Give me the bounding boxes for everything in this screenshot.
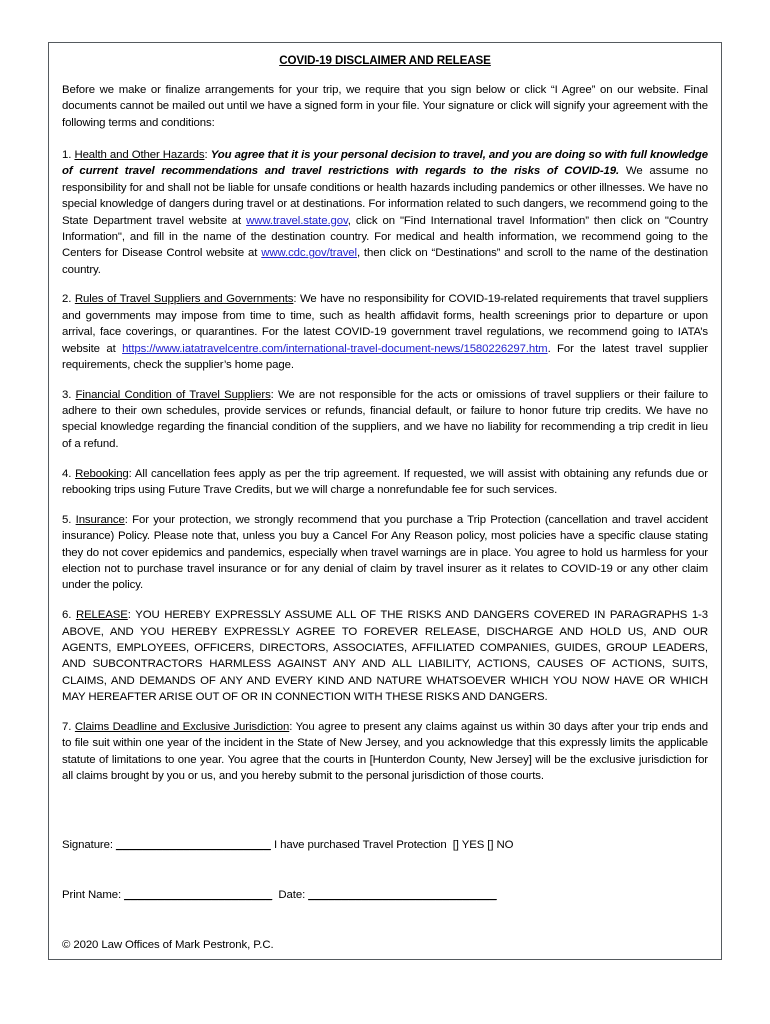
print-name-label: Print Name:	[62, 889, 125, 902]
section-7	[62, 719, 708, 784]
section-1-emphasis: You agree that it is your personal decision to travel, and you are doing so with full knowledge of current travel recommendations and travel restrictions with regards to the risks of COVID-19.	[62, 149, 708, 178]
section-1-text-a: We assume no responsibility for and shall not be liable for unsafe conditions or health hazards including pandemics or other illnesses. We have no special knowledge of dangers during travel or at destinations. For information related to such dangers, we recommend going to the State Department travel website at	[62, 165, 708, 227]
section-1-heading: Health and Other Hazards	[74, 149, 205, 162]
section-1-text-b: , click on "Find International travel Information” then click on "Country Information", and fill in the name of the destination country. For medical and health information, we recommend going to the Centers for Disease Control website at	[62, 214, 708, 260]
print-name-input-rule[interactable]: ______________________	[124, 889, 273, 902]
travel-protection-checkbox-text[interactable]: I have purchased Travel Protection [] YES [] NO	[270, 838, 514, 851]
signature-label: Signature:	[62, 838, 116, 851]
link-iata-travel-centre[interactable]: https://www.iatatravelcentre.com/international-travel-document-news/1580226297.htm	[122, 342, 548, 355]
section-2-number: 2.	[62, 293, 72, 306]
link-travel-state-gov[interactable]: www.travel.state.gov	[246, 214, 348, 227]
section-5-heading: Insurance	[75, 513, 125, 526]
signature-input-rule[interactable]: _______________________	[116, 838, 271, 851]
section-4-number: 4.	[62, 467, 72, 480]
link-cdc-gov-travel[interactable]: www.cdc.gov/travel	[261, 247, 357, 260]
intro-paragraph: Before we make or finalize arrangements for your trip, we require that you sign below or click “I Agree” on our website. Final documents cannot be mailed out until we have a signed form in your file. Your signature or click will signify your agreement with the following terms and conditions:	[62, 84, 708, 129]
section-6-text: : YOU HEREBY EXPRESSLY ASSUME ALL OF THE RISKS AND DANGERS COVERED IN PARAGRAPHS 1-3 ABOVE, AND YOU HEREBY EXPRESSLY AGREE TO FOREVER RELEASE, DISCHARGE AND HOLD US, AND OUR AGENTS, EMPLOYEES, OFFICERS, DIRECTORS, ASSOCIATES, AFFILIATED COMPANIES, GUIDES, GROUP LEADERS, AND SUBCONTRACTORS HARMLESS AGAINST ANY AND ALL LIABILITY, ACTIONS, CAUSES OF ACTIONS, SUITS, CLAIMS, AND DEMANDS OF ANY AND EVERY KIND AND NATURE WHATSOEVER WHICH YOU NOW HAVE OR WHICH MAY HEREAFTER ARISE OUT OF OR IN CONNECTION WITH THESE RISKS AND DANGERS.	[62, 609, 708, 703]
section-2-heading: Rules of Travel Suppliers and Governments	[74, 293, 294, 306]
document-body	[62, 82, 708, 988]
section-4-heading: Rebooking	[75, 467, 129, 480]
section-1-text-c: , then click on “Destinations” and scroll to the name of the destination country.	[62, 247, 708, 276]
signature-row	[62, 837, 708, 854]
copyright-line: © 2020 Law Offices of Mark Pestronk, P.C.	[62, 939, 274, 952]
section-7-number: 7.	[62, 720, 72, 733]
section-2	[62, 291, 708, 373]
section-3-number: 3.	[62, 388, 72, 401]
section-2-text-b: . For the latest travel supplier requirements, check the supplier’s home page.	[62, 342, 708, 371]
section-6	[62, 607, 708, 705]
section-5-text: : For your protection, we strongly recommend that you purchase a Trip Protection (cancellation and travel accident insurance) Policy. Please note that, unless you buy a Cancel For Any Reason policy, most policies have a specific clause stating they do not cover epidemics and pandemics, especially when travel warnings are in place. You agree to hold us harmless for your election not to purchase travel insurance or for any denial of claim by travel insurer as it relates to COVID-19 or any other claim under the policy.	[62, 513, 708, 592]
section-6-number: 6.	[62, 609, 72, 622]
section-4	[62, 466, 708, 499]
section-2-text-a: : We have no responsibility for COVID-19-related requirements that travel suppliers and governments may impose from time to time, such as health affidavit forms, health screenings prior to departure or upon arrival, face coverings, or quarantines. For the latest COVID-19 government travel regulations, we recommend going to IATA’s website at	[62, 293, 708, 355]
document-title	[62, 54, 708, 67]
section-7-text: : You agree to present any claims against us within 30 days after your trip ends and to file suit within one year of the incident in the State of New Jersey, and you acknowledge that this expressly limits the applicable statute of limitations to one year. You agree that the courts in [Hunterdon County, New Jersey] will be the exclusive jurisdiction for all claims brought by you or us, and you hereby submit to the personal jurisdiction of those courts.	[62, 720, 708, 782]
section-3-text: : We are not responsible for the acts or omissions of travel suppliers or their failure to adhere to their own schedules, provide services or refunds, financial default, or failure to honor future trip credits. We have no special knowledge regarding the financial condition of the suppliers, and we have no liability for recommending a trip credit in lieu of a refund.	[62, 388, 708, 450]
date-label: Date:	[272, 889, 309, 902]
section-3-heading: Financial Condition of Travel Suppliers	[75, 388, 271, 401]
signature-block	[62, 803, 708, 987]
section-6-heading: RELEASE	[75, 609, 128, 622]
print-name-row	[62, 887, 708, 904]
section-7-heading: Claims Deadline and Exclusive Jurisdiction	[74, 720, 290, 733]
date-input-rule[interactable]: ____________________________	[308, 889, 497, 902]
document-frame	[48, 42, 722, 960]
section-1-number: 1.	[62, 149, 72, 162]
section-5-number: 5.	[62, 513, 72, 526]
section-4-text: : All cancellation fees apply as per the trip agreement. If requested, we will assist with obtaining any refunds due or rebooking trips using Future Trave Credits, but we will charge a nonrefundable fee for such services.	[62, 467, 708, 497]
section-1: 1. Health and Other Hazards: You agree that it is your personal decision to travel, and you are doing so with full knowledge of current travel recommendations and travel restrictions with regards to the risks of COVID-19. We assume no responsibility for and shall not be liable for unsafe conditions or health hazards including pandemics or other illnesses. We have no special knowledge of dangers during travel or at destinations. For information related to such dangers, we recommend going to the State Department travel website at www.travel.state.gov, click on "Find International travel Information” then click on "Country Information", and fill in the name of the destination country. For medical and health information, we recommend going to the Centers for Disease Control website at www.cdc.gov/travel, then click on “Destinations” and scroll to the name of the destination country.	[62, 149, 708, 276]
section-5	[62, 512, 708, 594]
document-title-text: COVID-19 DISCLAIMER AND RELEASE	[279, 54, 491, 67]
section-3	[62, 387, 708, 452]
